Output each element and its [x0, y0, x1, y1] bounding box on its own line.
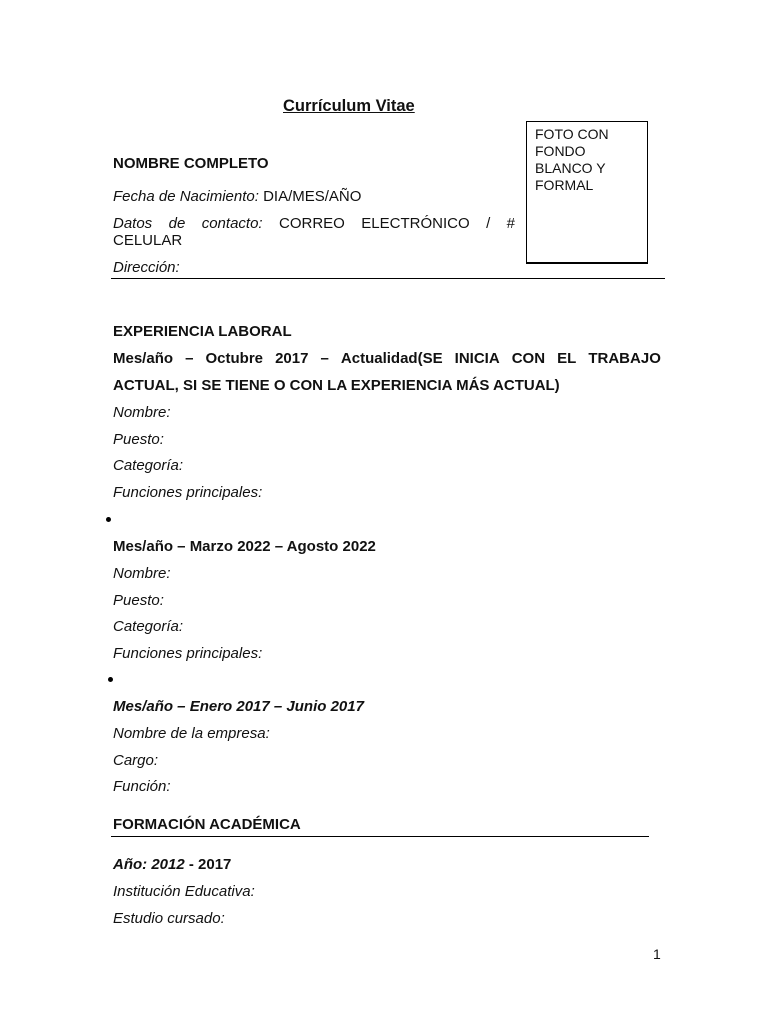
photo-placeholder-box: [526, 121, 648, 264]
birth-date-line: [113, 188, 361, 205]
job3-field: Nombre de la empresa:: [113, 725, 270, 742]
job2-period: Mes/año – Marzo 2022 – Agosto 2022: [113, 538, 376, 555]
contact-word: /: [486, 215, 491, 232]
birth-date-value: DIA/MES/AÑO: [258, 188, 362, 205]
page-number: 1: [653, 946, 661, 962]
education-year-rest: - 2017: [184, 856, 232, 873]
bullet-icon: [106, 517, 111, 522]
job1-period-word: Actualidad(SE: [340, 350, 443, 367]
bullet-icon: [108, 677, 113, 682]
job1-field: Categoría:: [113, 457, 184, 474]
job2-field: Funciones principales:: [113, 645, 263, 662]
job1-field: Nombre:: [113, 404, 171, 421]
contact-word: ELECTRÓNICO: [361, 215, 470, 232]
job1-period-line: [113, 350, 661, 367]
photo-box-text: FORMAL: [535, 177, 594, 193]
job1-field: Funciones principales:: [113, 484, 263, 501]
photo-box-text: FOTO CON: [535, 126, 609, 142]
birth-date-label: Fecha de Nacimiento:: [113, 188, 259, 205]
job3-field: Cargo:: [113, 752, 159, 769]
experience-heading: EXPERIENCIA LABORAL: [113, 323, 292, 340]
job3-period: Mes/año – Enero 2017 – Junio 2017: [113, 698, 364, 715]
job2-field: Puesto:: [113, 592, 164, 609]
document-title: Currículum Vitae: [283, 97, 415, 115]
job1-period-word: –: [320, 350, 329, 367]
contact-word: contacto:: [201, 215, 263, 232]
education-field: Estudio cursado:: [113, 910, 225, 927]
education-year-label: Año: 2012: [113, 856, 185, 873]
education-field: Institución Educativa:: [113, 883, 255, 900]
education-heading: FORMACIÓN ACADÉMICA: [113, 816, 301, 833]
job1-period-word: TRABAJO: [588, 350, 661, 367]
contact-word: CORREO: [279, 215, 345, 232]
job2-field: Categoría:: [113, 618, 184, 635]
contact-word: #: [506, 215, 515, 232]
address-label: Dirección:: [113, 259, 180, 276]
education-divider: [111, 836, 649, 837]
job1-period-word: –: [185, 350, 194, 367]
job1-period-word: CON: [511, 350, 546, 367]
header-divider: [111, 278, 665, 279]
job1-field: Puesto:: [113, 431, 164, 448]
contact-line-2: CELULAR: [113, 232, 183, 249]
photo-box-text: FONDO: [535, 143, 586, 159]
photo-box-text: BLANCO Y: [535, 160, 606, 176]
contact-word: Datos: [113, 215, 153, 232]
job1-period-word: Octubre: [205, 350, 263, 367]
education-year-line: [113, 856, 231, 873]
job2-field: Nombre:: [113, 565, 171, 582]
contact-line: [113, 215, 515, 232]
job1-period-word: Mes/año: [113, 350, 174, 367]
job1-period-word: 2017: [275, 350, 309, 367]
job1-period-line-2: ACTUAL, SI SE TIENE O CON LA EXPERIENCIA MÁS ACTUAL): [113, 377, 560, 394]
job1-period-word: EL: [557, 350, 577, 367]
job3-field: Función:: [113, 778, 171, 795]
contact-word: de: [168, 215, 186, 232]
full-name-heading: NOMBRE COMPLETO: [113, 155, 269, 172]
job1-period-word: INICIA: [454, 350, 500, 367]
